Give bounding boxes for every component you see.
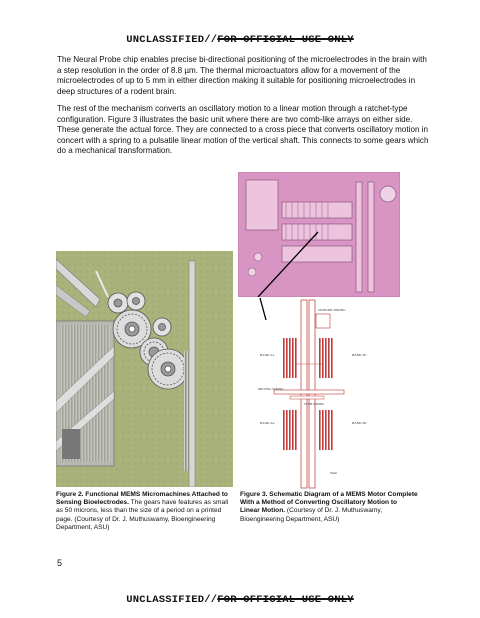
- label-bank-b2: BANK B2: [352, 421, 367, 425]
- mems-motor-photo-image: [238, 172, 400, 297]
- label-driving-spring: DRIVING SPRING: [258, 387, 284, 391]
- figure-2-photo: [56, 251, 233, 487]
- classification-label: UNCLASSIFIED//: [126, 594, 218, 606]
- page-number: 5: [57, 558, 63, 568]
- label-bank-a2: BANK A2: [260, 421, 275, 425]
- label-bank-b1: BANK B1: [352, 353, 367, 357]
- figure-3-schematic: [256, 298, 384, 490]
- label-support-spring: SUPPORT SPRING: [318, 308, 346, 312]
- struck-marking: FOR OFFICIAL USE ONLY: [217, 594, 354, 606]
- mems-motor-schematic: [256, 298, 384, 490]
- label-shaft: Shaft: [330, 471, 338, 475]
- figure-3-photo: [238, 172, 400, 297]
- figure-3-caption-title: Figure 3. Schematic Diagram of a MEMS Motor Complete With a Method of Converting Oscillatory Motion to Linear Motion.: [240, 491, 418, 515]
- paragraph-1: The Neural Probe chip enables precise bi-directional positioning of the microelectrodes in the brain with a step resolution in the order of 8.8 µm. The thermal microactuators allow for a movement of the microelectrodes of up to 5 mm in either direction making it suitable for positioning microelectrodes in deep structures of a rodent brain.: [57, 55, 427, 96]
- classification-label: UNCLASSIFIED//: [126, 34, 218, 46]
- label-bank-a1: BANK A1: [260, 353, 275, 357]
- figure-2-caption: [56, 491, 234, 532]
- mems-gears-photo-image: [56, 251, 233, 487]
- classification-banner-top: [0, 34, 480, 46]
- figure-2-caption-body: The gears have features as small as 50 microns, less than the size of a period on a printed page. (Courtesy of Dr. J. Muthuswamy, Bioengineering Department, ASU): [56, 499, 229, 531]
- classification-banner-bottom: [0, 594, 480, 606]
- figure-3-caption: [240, 491, 418, 524]
- struck-marking: FOR OFFICIAL USE ONLY: [217, 34, 354, 46]
- paragraph-2: The rest of the mechanism converts an oscillatory motion to a linear motion through a ratchet-type configuration. Figure 3 illustrates the basic unit where there are two comb-like arrays on either side. These generate the actual force. They are connected to a cross piece that converts oscillatory motion in concert with a spring to a pulsatile linear motion of the vertical shaft. This connects to some gears which do a mechanical transformation.: [57, 104, 429, 156]
- figure-2-caption-title: Figure 2. Functional MEMS Micromachines Attached to Sensing Bioelectrodes.: [56, 491, 228, 507]
- label-stub-spring: STUB SPRING: [304, 402, 325, 406]
- figure-3-caption-body: (Courtesy of Dr. J. Muthuswamy, Bioengineering Department, ASU): [240, 507, 383, 523]
